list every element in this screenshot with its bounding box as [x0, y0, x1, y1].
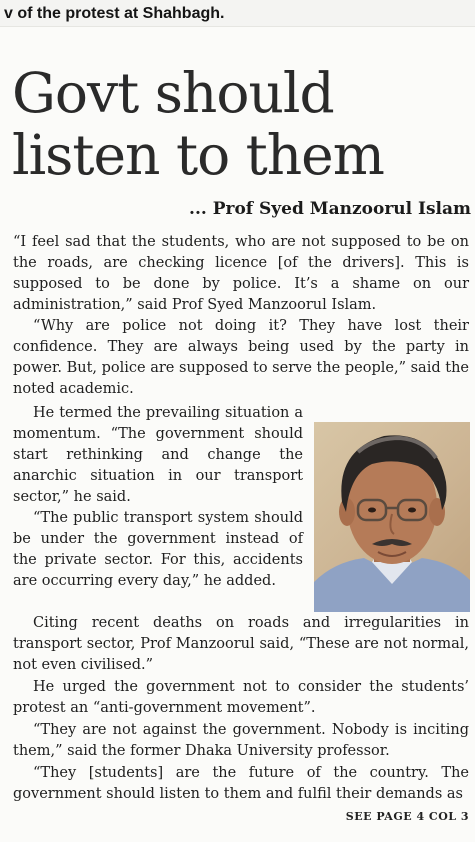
body-paragraph: Citing recent deaths on roads and irregularities in transport sector, Prof Manzoorul said, “These are not normal, not even civilised.”	[13, 615, 469, 673]
headline: Govt should listen to them	[12, 61, 384, 187]
body-paragraph: He termed the prevailing situation a momentum. “The government should start rethinking and change the anarchic situation in our transport sector,” he said.	[13, 405, 303, 505]
body-paragraph: “They [students] are the future of the country. The government should listen to them and fulfil their demands as	[13, 765, 469, 802]
body-paragraph: “The public transport system should be under the government instead of the private sector. For this, accidents are occurring every day,” he added.	[13, 510, 303, 589]
byline: ... Prof Syed Manzoorul Islam	[189, 199, 471, 219]
continuation-marker: SEE PAGE 4 COL 3	[345, 810, 469, 823]
body-paragraph: “Why are police not doing it? They have lost their confidence. They are always being used by the party in power. But, police are supposed to serve the people,” said the noted academic.	[13, 318, 469, 397]
photo-caption-fragment: v of the protest at Shahbagh.	[0, 0, 475, 27]
body-paragraph: He urged the government not to consider the students’ protest an “anti-government movement”.	[13, 679, 469, 716]
portrait-photo	[314, 422, 470, 612]
body-paragraph: “I feel sad that the students, who are not supposed to be on the roads, are checking licence [of the drivers]. This is supposed to be done by police. It’s a shame on our administration,” said Prof Syed Manzoorul Islam.	[13, 234, 469, 313]
body-paragraph: “They are not against the government. Nobody is inciting them,” said the former Dhaka University professor.	[13, 722, 469, 759]
